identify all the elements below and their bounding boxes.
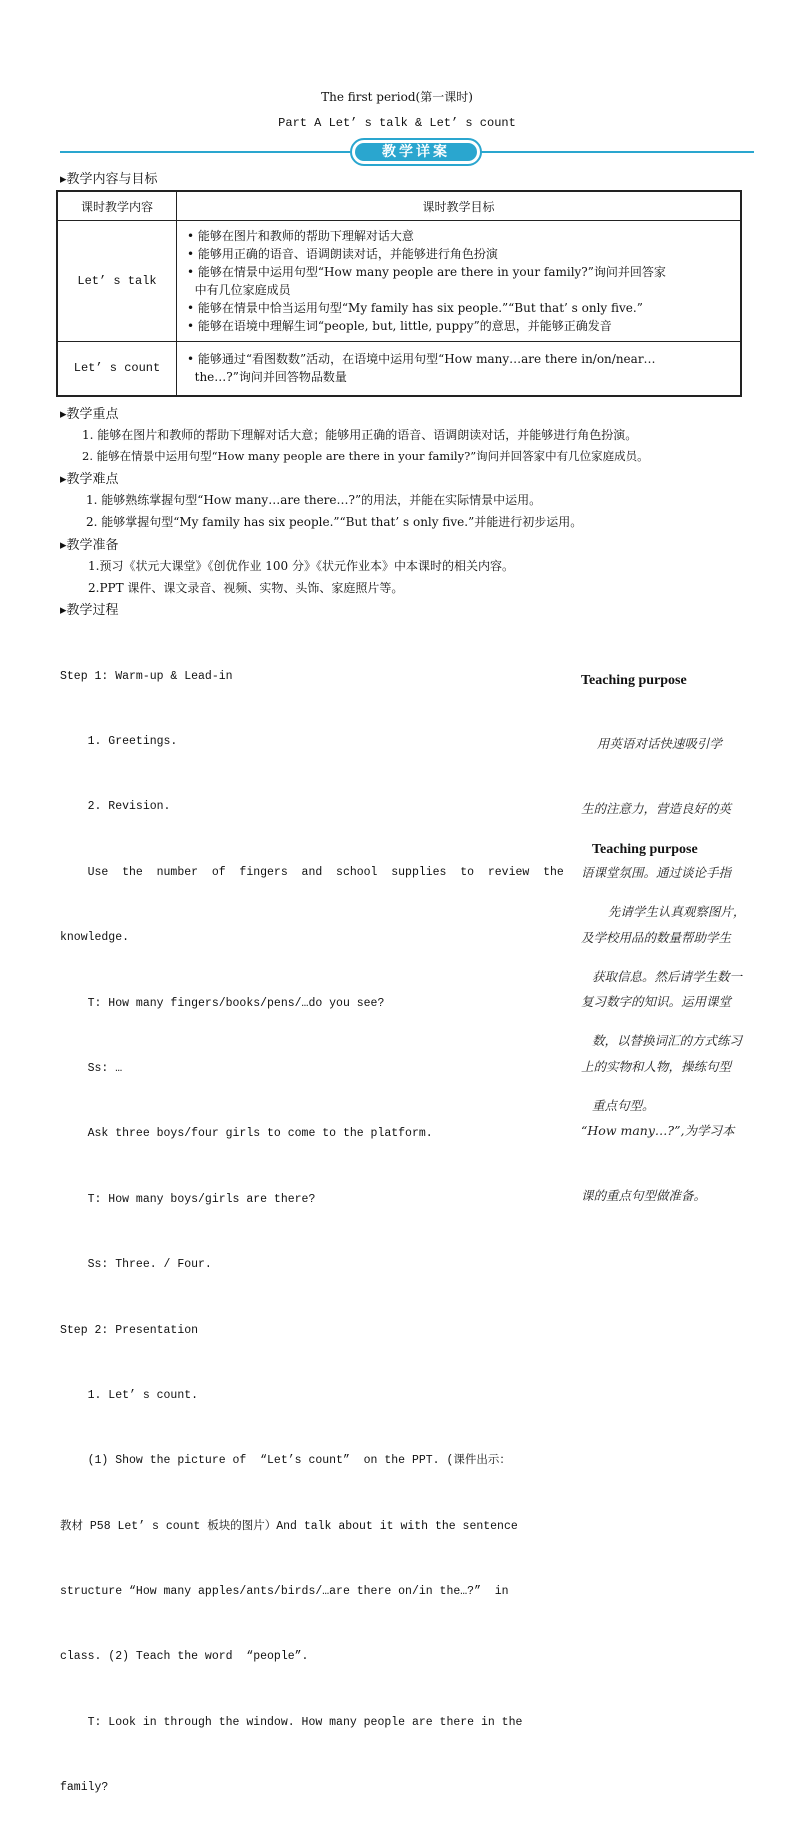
goal-item: • 能够在情景中恰当运用句型“My family has six people.”“But that’ s only five.” [187,301,643,315]
sidebar-note-line: 语课堂氛围。通过谈论手指 [581,865,732,880]
process-line: T: How many boys/girls are there? [60,1192,316,1206]
key-point-item: 2. 能够在情景中运用句型“How many people are there in your family?”询问并回答家中有几位家庭成员。 [82,449,649,463]
section-heading-key-points: ▸教学重点 [60,407,119,422]
difficulty-item: 1. 能够熟练掌握句型“How many…are there…?”的用法，并能在实际情景中运用。 [86,493,542,507]
goal-item: • 能够在语境中理解生词“people, but, little, puppy”的意思，并能够正确发音 [187,319,612,333]
key-point-item: 1. 能够在图片和教师的帮助下理解对话大意；能够用正确的语音、语调朗读对话，并能够进行角色扮演。 [82,428,638,442]
table-row [57,221,741,342]
section-heading-process: ▸教学过程 [60,603,119,618]
process-line: Ss: … [60,1061,123,1075]
process-body [60,622,564,1821]
table-cell-goals [177,342,742,396]
process-line: T: Look in through the window. How many people are there in the [60,1715,523,1729]
sidebar-note-line: 复习数字的知识。运用课堂 [581,994,732,1009]
process-line: 1. Greetings. [60,734,178,748]
sidebar-note-line: “How many…?”,为学习本 [581,1123,735,1138]
objectives-table [56,190,742,397]
sidebar-note-line: 获取信息。然后请学生数一 [592,968,743,984]
section-heading-difficulties: ▸教学难点 [60,472,119,487]
banner-line-left [60,151,350,153]
sidebar-note-heading: Teaching purpose [581,673,687,688]
sidebar-note-line: 及学校用品的数量帮助学生 [581,929,732,945]
page-subtitle: Part A Let’ s talk & Let’ s count [278,116,516,130]
sidebar-note-line: 课的重点句型做准备。 [581,1187,707,1203]
page-title: The first period(第一课时) [321,90,473,104]
process-line: Step 1: Warm-up & Lead-in [60,669,233,683]
sidebar-note-line: 用英语对话快速吸引学 [581,736,722,751]
section-heading-content: ▸教学内容与目标 [60,172,158,187]
sidebar-note-line: 数，以替换词汇的方式练习 [592,1033,743,1048]
process-line: Ss: Three. / Four. [60,1258,212,1272]
section-heading-preparation: ▸教学准备 [60,538,119,553]
sidebar-note-line: 生的注意力，营造良好的英 [581,800,732,816]
process-line: class. (2) Teach the word “people”. [60,1650,309,1664]
process-line: T: How many fingers/books/pens/…do you see? [60,996,385,1010]
process-line: Ask three boys/four girls to come to the platform. [60,1127,433,1141]
table-cell-content: Let’ s talk [57,221,177,342]
difficulty-item: 2. 能够掌握句型“My family has six people.”“But that’ s only five.”并能进行初步运用。 [86,515,583,529]
preparation-item: 1.预习《状元大课堂》《创优作业 100 分》《状元作业本》中本课时的相关内容。 [88,559,514,573]
banner-label: 教学详案 [355,143,477,161]
sidebar-note-heading: Teaching purpose [592,842,698,857]
sidebar-note-line: 重点句型。 [592,1097,655,1113]
process-line: (1) Show the picture of “Let’s count” on the PPT. (课件出示： [60,1454,511,1468]
goal-item: • 能够通过“看图数数”活动，在语境中运用句型“How many…are there in/on/near… [187,352,656,367]
goal-item: • 能够在情景中运用句型“How many people are there in your family?”询问并回答家 [187,265,666,279]
goal-item: 中有几位家庭成员 [187,283,291,297]
process-line: Use the number of fingers and school supplies to review the [60,865,564,879]
table-header-content: 课时教学内容 [57,191,177,221]
table-cell-content: Let’ s count [57,342,177,396]
goal-item: • 能够用正确的语音、语调朗读对话，并能够进行角色扮演 [187,247,498,261]
sidebar-note-line: 上的实物和人物，操练句型 [581,1058,732,1074]
section-banner [350,138,482,166]
preparation-item: 2.PPT 课件、课文录音、视频、实物、头饰、家庭照片等。 [88,581,404,595]
table-row [57,342,741,396]
table-header-goals: 课时教学目标 [177,191,742,221]
sidebar-note-body [592,858,772,1138]
banner-line-right [478,151,754,153]
goal-item: • 能够在图片和教师的帮助下理解对话大意 [187,229,414,243]
process-line: 教材 P58 Let’ s count 板块的图片）And talk about it with the sentence [60,1519,518,1533]
process-line: 1. Let’ s count. [60,1388,199,1402]
goal-item: the…?”询问并回答物品数量 [187,370,347,385]
sidebar-note-line: 先请学生认真观察图片， [592,904,746,919]
process-line: structure “How many apples/ants/birds/…are there on/in the…?” in [60,1585,509,1599]
process-line: knowledge. [60,931,130,945]
process-line: 2. Revision. [60,800,171,814]
process-line: family? [60,1781,109,1795]
table-cell-goals [177,221,742,342]
process-line: Step 2: Presentation [60,1323,199,1337]
